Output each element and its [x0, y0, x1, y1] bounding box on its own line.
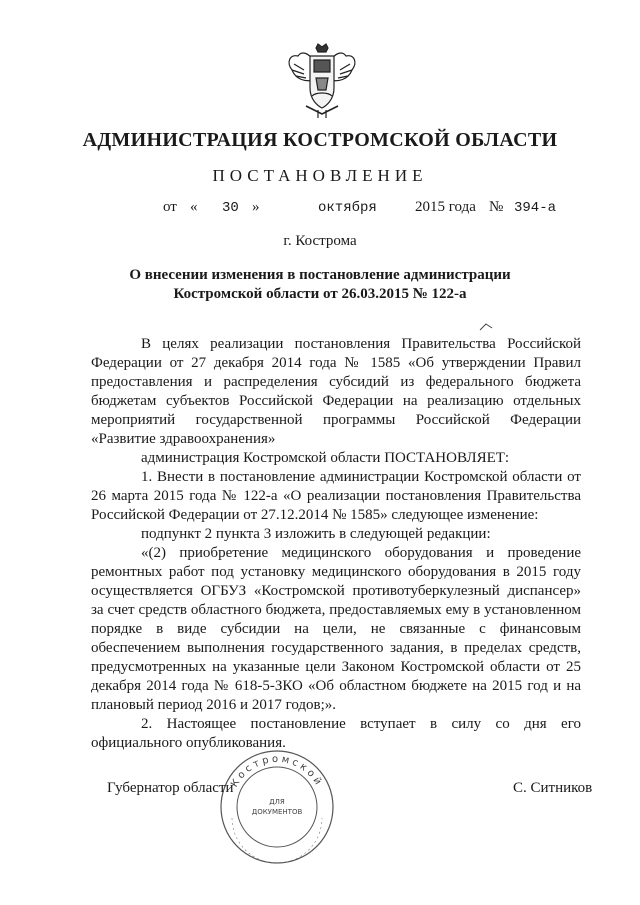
document-number: 394-а	[514, 200, 557, 216]
date-prefix: от	[163, 199, 177, 215]
date-month: октября	[318, 200, 377, 216]
signer-name: С. Ситников	[513, 780, 593, 796]
paragraph-item-2: 2. Настоящее постановление вступает в силу со дня его официального опубликования.	[91, 716, 581, 751]
document-type: ПОСТАНОВЛЕНИЕ	[212, 166, 428, 185]
signer-role: Губернатор области	[107, 780, 234, 796]
paragraph-subitem: подпункт 2 пункта 3 изложить в следующей редакции:	[141, 526, 491, 542]
stamp-outer-text: Костромской	[229, 753, 325, 790]
subject-line-1: О внесении изменения в постановление администрации	[129, 267, 511, 283]
number-sign: №	[489, 199, 504, 215]
svg-text:ДОКУМЕНТОВ: ДОКУМЕНТОВ	[251, 808, 303, 816]
official-stamp	[218, 748, 336, 866]
paragraph-preamble: В целях реализации постановления Правительства Российской Федерации от 27 декабря 2014 года № 1585 «Об утверждении Правил предоставления и распределения субсидий из федерального бюджета бюджетам субъектов Российской Федерации на реализацию отдельных мероприятий государственной программы Российской Федерации «Развитие здравоохранения»	[91, 336, 581, 447]
document-subject	[100, 266, 540, 304]
date-day: 30	[222, 200, 239, 216]
paragraph-resolves: администрация Костромской области ПОСТАНОВЛЯЕТ:	[141, 450, 510, 466]
coat-of-arms-emblem	[282, 40, 362, 120]
date-year: 2015 года	[415, 199, 476, 215]
pen-mark	[478, 322, 494, 332]
date-open-quote: «	[190, 199, 198, 215]
organization-title: АДМИНИСТРАЦИЯ КОСТРОМСКОЙ ОБЛАСТИ	[82, 129, 558, 151]
date-close-quote: »	[252, 199, 260, 215]
svg-text:ДЛЯ: ДЛЯ	[269, 798, 285, 806]
subject-line-2: Костромской области от 26.03.2015 № 122-а	[173, 286, 467, 302]
city: г. Кострома	[283, 233, 357, 249]
paragraph-item-1: 1. Внести в постановление администрации Костромской области от 26 марта 2015 года № 122-а «О реализации постановления Правительства Российской Федерации от 27.12.2014 № 1585» следующее изменение:	[91, 469, 581, 523]
svg-text:Костромской	[229, 754, 325, 789]
paragraph-new-wording: «(2) приобретение медицинского оборудования и проведение ремонтных работ под установку медицинского оборудования в 2015 году осуществляется ОГБУЗ «Костромской противотуберкулезный диспансер» за счет средств областного бюджета, предоставляемых ему в установленном порядке в виде субсидии на цели, не связанные с финансовым обеспечением выполнения государственного задания, в пределах средств, предусмотренных на указанные цели Законом Костромской области от 25 декабря 2014 года № 618-5-ЗКО «Об областном бюджете на 2015 год и на плановый период 2016 и 2017 годов;».	[91, 545, 581, 713]
